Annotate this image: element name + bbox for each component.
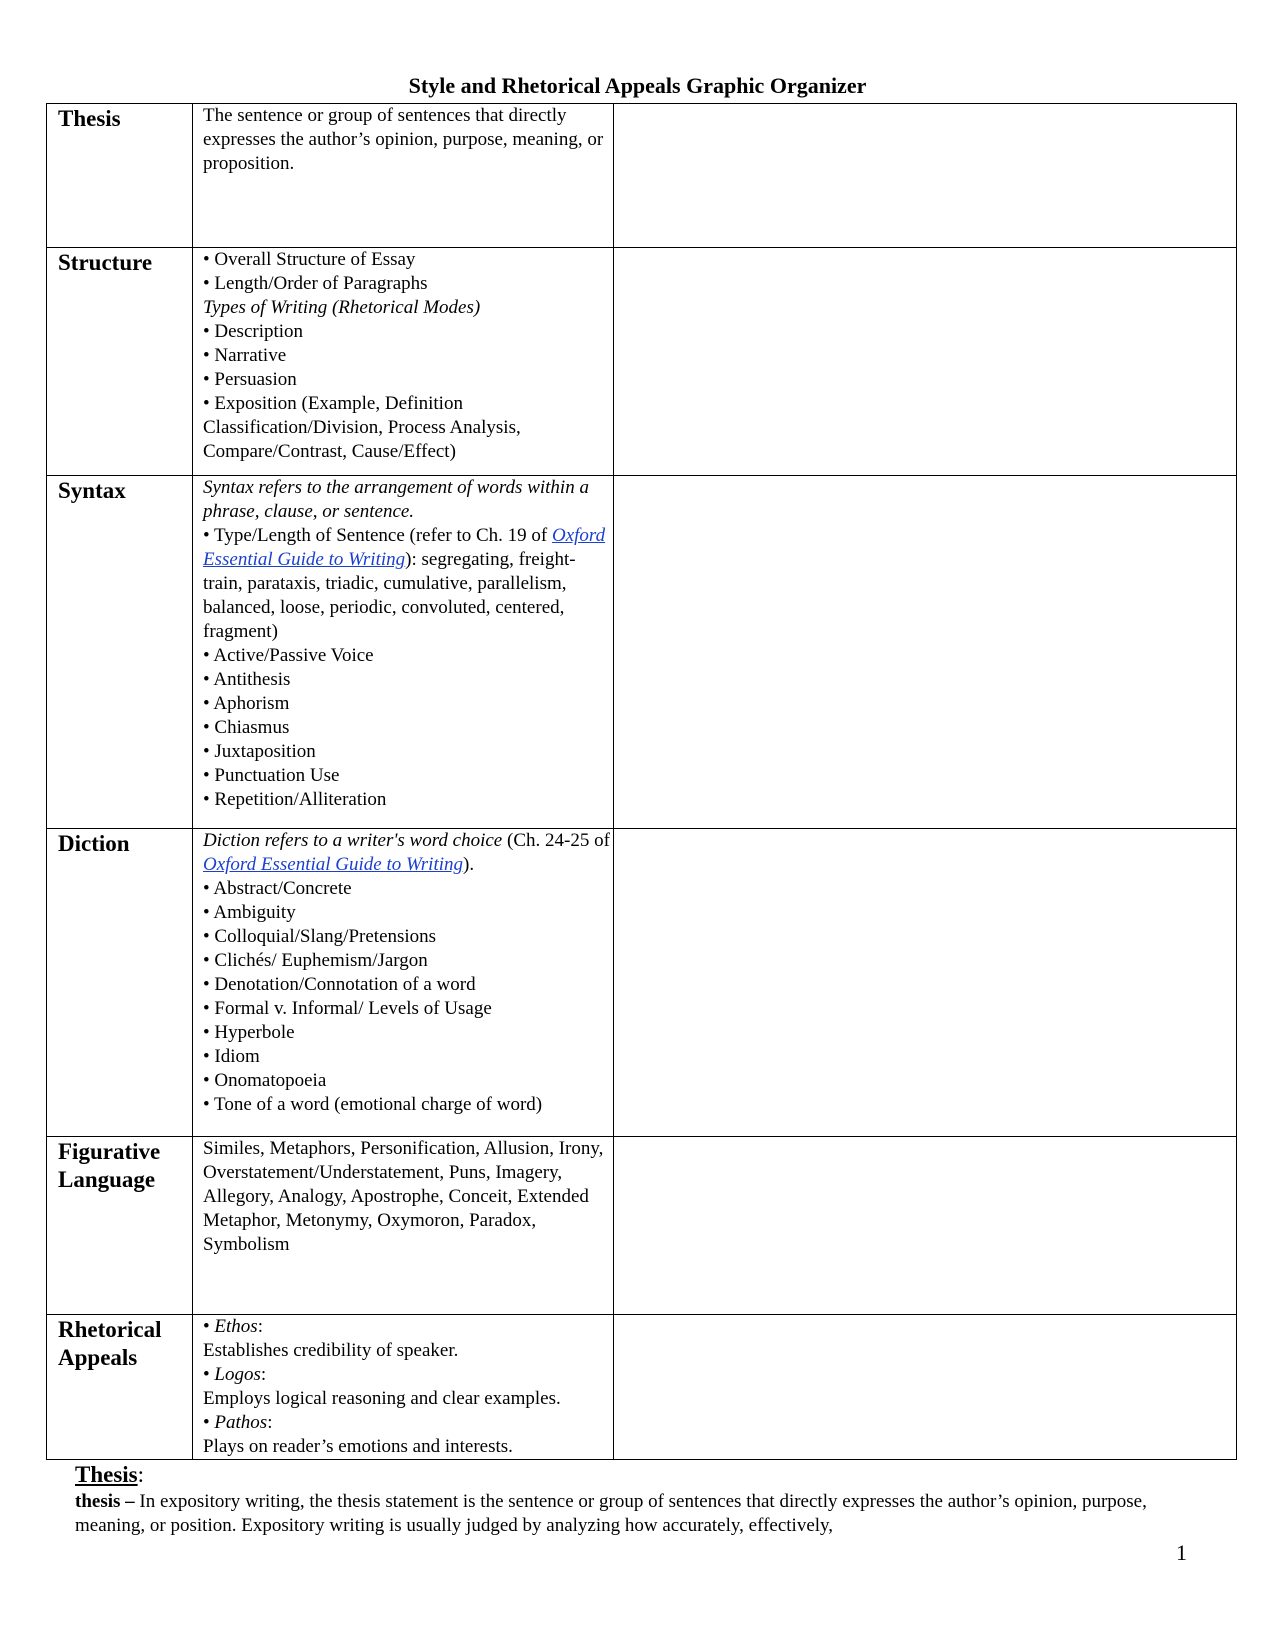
syntax-description (193, 476, 614, 829)
logos-definition: Employs logical reasoning and clear examples. (203, 1388, 561, 1409)
thesis-description: The sentence or group of sentences that directly expresses the author’s opinion, purpose, meaning, or proposition. (193, 104, 614, 248)
rhetorical-description (193, 1315, 614, 1460)
figurative-notes-cell[interactable] (614, 1137, 1237, 1315)
list-item: • Formal v. Informal/ Levels of Usage (203, 998, 492, 1019)
list-item: • Antithesis (203, 669, 291, 690)
figurative-description: Similes, Metaphors, Personification, Allusion, Irony, Overstatement/Understatement, Puns, Imagery, Allegory, Analogy, Apostrophe, Conceit, Extended Metaphor, Metonymy, Oxymoron, Paradox, Symbolism (193, 1137, 614, 1315)
ethos-term: Ethos (214, 1316, 258, 1337)
list-item: • Ambiguity (203, 902, 296, 923)
definition-heading (75, 1462, 144, 1488)
list-item (203, 524, 613, 644)
pathos-term: Pathos (214, 1412, 268, 1433)
colon: : (257, 1316, 263, 1337)
list-item: • Active/Passive Voice (203, 645, 374, 666)
colon: : (260, 1364, 267, 1385)
definition-heading-colon: : (137, 1462, 145, 1487)
diction-intro-text: Diction refers to a writer's word choice (203, 830, 503, 851)
definition-body: In expository writing, the thesis statement is the sentence or group of sentences that directly expresses the author’s opinion, purpose, meaning, or position. Expository writing is usually judged by analyzing how accurately, effectively, (75, 1491, 1147, 1536)
definition-term: thesis – (75, 1491, 135, 1512)
logos-item (203, 1363, 613, 1387)
page-title: Style and Rhetorical Appeals Graphic Organizer (408, 73, 867, 98)
page-number: 1 (1176, 1540, 1187, 1565)
list-item: • Persuasion (203, 369, 297, 390)
diction-notes-cell[interactable] (614, 829, 1237, 1137)
colon: : (267, 1412, 273, 1433)
logos-term: Logos (214, 1364, 261, 1385)
list-item: • Onomatopoeia (203, 1070, 327, 1091)
label-line: Rhetorical (58, 1317, 162, 1342)
sentence-type-list: ): segregating, freight-train, parataxis, triadic, cumulative, parallelism, balanced, loose, periodic, convoluted, centered, fragment) (203, 549, 576, 642)
row-label-thesis: Thesis (47, 104, 193, 248)
row-rhetorical-appeals (47, 1315, 1237, 1460)
syntax-notes-cell[interactable] (614, 476, 1237, 829)
list-item: • Clichés/ Euphemism/Jargon (203, 950, 428, 971)
row-label-rhetorical-appeals (47, 1315, 193, 1460)
list-item: • Chiasmus (203, 717, 290, 738)
label-line: Appeals (58, 1345, 138, 1370)
list-item: • Narrative (203, 345, 287, 366)
pathos-item (203, 1411, 613, 1435)
ethos-definition: Establishes credibility of speaker. (203, 1340, 459, 1361)
bullet: • (203, 1316, 215, 1337)
row-syntax (47, 476, 1237, 829)
bullet: • (203, 1364, 215, 1385)
list-item: • Colloquial/Slang/Pretensions (203, 926, 437, 947)
row-structure (47, 248, 1237, 476)
structure-notes-cell[interactable] (614, 248, 1237, 476)
list-item: • Abstract/Concrete (203, 878, 352, 899)
ethos-item (203, 1315, 613, 1339)
diction-ref-post: ). (463, 854, 475, 875)
list-item: • Length/Order of Paragraphs (203, 273, 428, 294)
sentence-type-text: • Type/Length of Sentence (refer to Ch. 19 of (203, 525, 552, 546)
row-diction (47, 829, 1237, 1137)
label-line: Figurative (58, 1139, 161, 1164)
list-item: • Juxtaposition (203, 741, 316, 762)
rhetorical-notes-cell[interactable] (614, 1315, 1237, 1460)
diction-ref-pre: (Ch. 24-25 of (502, 830, 610, 851)
list-item: • Denotation/Connotation of a word (203, 974, 476, 995)
row-label-structure: Structure (47, 248, 193, 476)
row-label-syntax: Syntax (47, 476, 193, 829)
list-item: • Punctuation Use (203, 765, 340, 786)
thesis-notes-cell[interactable] (614, 104, 1237, 248)
list-item: • Exposition (Example, Definition Classification/Division, Process Analysis, Compare/Contrast, Cause/Effect) (203, 393, 521, 462)
definition-heading-text: Thesis (75, 1462, 138, 1487)
diction-intro (203, 829, 613, 877)
list-item: • Tone of a word (emotional charge of word) (203, 1094, 543, 1115)
book-link[interactable]: Oxford Essential Guide to Writing (203, 854, 464, 875)
list-item: • Repetition/Alliteration (203, 789, 387, 810)
book-link[interactable]: Oxford Essential Guide to Writing (203, 525, 606, 570)
bullet: • (203, 1412, 215, 1433)
rhetorical-modes-subheading: Types of Writing (Rhetorical Modes) (203, 297, 481, 318)
pathos-definition: Plays on reader’s emotions and interests. (203, 1436, 513, 1457)
row-label-diction: Diction (47, 829, 193, 1137)
list-item: • Aphorism (203, 693, 290, 714)
row-thesis (47, 104, 1237, 248)
graphic-organizer-table (46, 103, 1237, 1460)
structure-description (193, 248, 614, 476)
list-item: • Overall Structure of Essay (203, 249, 416, 270)
diction-description (193, 829, 614, 1137)
list-item: • Description (203, 321, 304, 342)
row-label-figurative-language (47, 1137, 193, 1315)
row-figurative-language (47, 1137, 1237, 1315)
list-item: • Hyperbole (203, 1022, 295, 1043)
definition-paragraph (75, 1490, 1195, 1538)
syntax-intro: Syntax refers to the arrangement of words within a phrase, clause, or sentence. (203, 477, 589, 522)
list-item: • Idiom (203, 1046, 260, 1067)
label-line: Language (58, 1167, 156, 1192)
